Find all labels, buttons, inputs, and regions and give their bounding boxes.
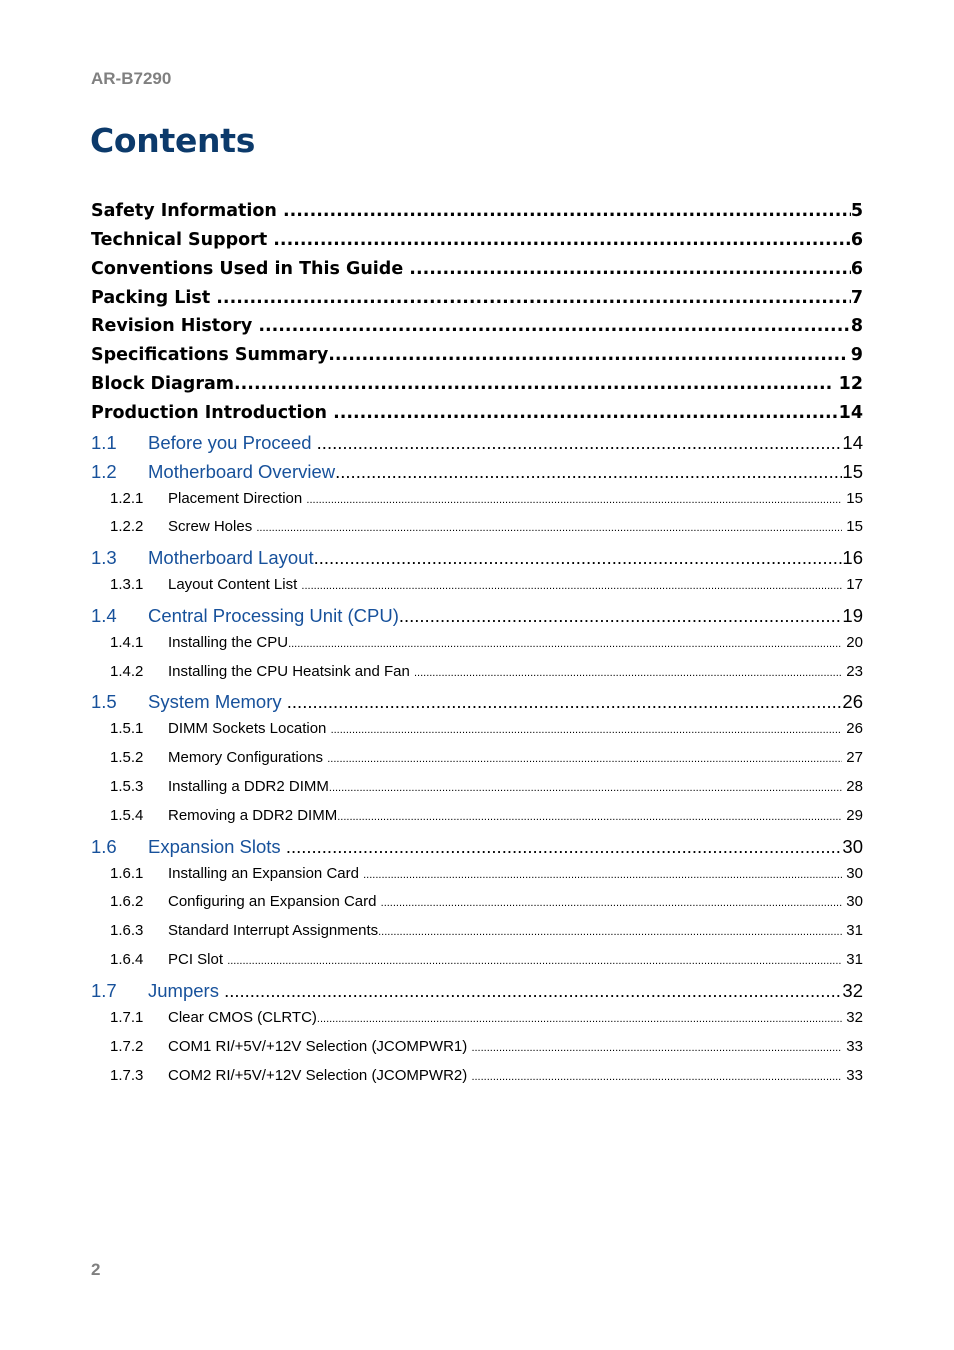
toc-entry-page: 9	[844, 345, 863, 366]
toc-leader-dots	[381, 897, 843, 909]
toc-leader-dots	[227, 955, 842, 967]
toc-entry[interactable]	[91, 230, 863, 254]
toc-entry[interactable]	[91, 316, 863, 340]
toc-entry-page: 12	[832, 374, 863, 395]
toc-leader-dots	[256, 522, 842, 534]
toc-leader-dots	[329, 782, 842, 794]
toc-entry-number: 1.6.3	[110, 922, 144, 940]
toc-leader-dots	[273, 230, 851, 250]
toc-entry[interactable]	[91, 980, 863, 1004]
toc-entry-title: Placement Direction	[168, 489, 307, 507]
toc-entry-title: Screw Holes	[168, 518, 257, 536]
toc-entry-page: 8	[850, 316, 863, 337]
toc-entry-title: Motherboard Layout	[148, 547, 314, 569]
toc-leader-dots	[333, 403, 839, 423]
toc-entry-number: 1.7.2	[110, 1037, 144, 1055]
toc-leader-dots	[327, 753, 842, 765]
toc-entry[interactable]	[110, 663, 863, 683]
toc-entry-title: Removing a DDR2 DIMM	[168, 806, 338, 824]
toc-entry-title: Before you Proceed	[148, 431, 317, 453]
toc-entry-page: 26	[842, 720, 863, 738]
toc-leader-dots	[301, 580, 842, 592]
toc-entry-title: Packing List	[91, 287, 217, 308]
toc-entry-title: System Memory	[148, 691, 287, 713]
toc-entry[interactable]	[110, 490, 863, 510]
toc-leader-dots	[224, 980, 842, 1002]
toc-leader-dots	[306, 494, 842, 506]
toc-leader-dots	[317, 432, 843, 454]
toc-entry-page: 33	[842, 1037, 863, 1055]
page-number: 2	[91, 1260, 101, 1279]
toc-entry-title: Production Introduction	[91, 402, 334, 423]
toc-entry-title: Jumpers	[148, 979, 225, 1001]
toc-leader-dots	[328, 345, 844, 365]
toc-entry-page: 16	[842, 547, 863, 569]
toc-entry-number: 1.4.2	[110, 662, 144, 680]
toc-entry-number: 1.5.2	[110, 749, 144, 767]
toc-entry-page: 23	[842, 662, 863, 680]
toc-entry-title: Layout Content List	[168, 576, 302, 594]
toc-entry-title: Configuring an Expansion Card	[168, 893, 381, 911]
toc-entry-title: Standard Interrupt Assignments	[168, 922, 379, 940]
toc-entry-number: 1.5.3	[110, 778, 144, 795]
toc-entry[interactable]	[110, 518, 863, 538]
toc-entry-page: 30	[842, 835, 863, 857]
toc-entry-page: 17	[842, 576, 863, 594]
toc-leader-dots	[317, 1013, 842, 1025]
toc-entry[interactable]	[91, 403, 863, 427]
toc-entry-title: Memory Configurations	[168, 749, 328, 767]
toc-entry-page: 15	[842, 518, 863, 536]
toc-entry-page: 31	[842, 951, 863, 969]
toc-leader-dots	[258, 316, 850, 336]
toc-leader-dots	[399, 605, 843, 627]
toc-leader-dots	[335, 461, 842, 483]
toc-entry-page: 30	[842, 893, 863, 911]
toc-entry-page: 6	[850, 229, 863, 250]
toc-entry-number: 1.5	[91, 691, 117, 713]
toc-entry-page: 5	[850, 201, 863, 221]
toc-entry[interactable]	[91, 345, 863, 369]
toc-entry[interactable]	[110, 865, 863, 885]
toc-entry[interactable]	[110, 576, 863, 596]
toc-entry[interactable]	[91, 374, 863, 398]
page-title: Contents	[90, 121, 256, 160]
toc-entry-title: Clear CMOS (CLRTC)	[168, 1008, 317, 1026]
toc-entry-number: 1.7.1	[110, 1008, 144, 1026]
toc-entry-title: Installing the CPU	[168, 633, 289, 651]
toc-entry-page: 29	[842, 806, 863, 824]
toc-entry-title: Expansion Slots	[148, 835, 286, 857]
toc-leader-dots	[314, 547, 843, 569]
toc-entry-page: 14	[842, 431, 863, 453]
toc-entry-page: 30	[842, 864, 863, 882]
toc-entry[interactable]	[110, 951, 863, 971]
toc-entry-page: 28	[842, 778, 863, 795]
toc-entry-number: 1.3	[91, 547, 117, 569]
toc-entry-title: Central Processing Unit (CPU)	[148, 604, 399, 626]
toc-entry-page: 15	[842, 460, 863, 482]
toc-entry-title: COM2 RI/+5V/+12V Selection (JCOMPWR2)	[168, 1066, 472, 1084]
toc-entry-title: Block Diagram	[91, 374, 234, 395]
toc-entry[interactable]	[91, 461, 863, 485]
toc-leader-dots	[216, 288, 851, 308]
toc-entry-title: Installing the CPU Heatsink and Fan	[168, 662, 414, 680]
toc-entry-title: Technical Support	[91, 229, 274, 250]
toc-entry-page: 14	[838, 402, 863, 423]
toc-entry-title: PCI Slot	[168, 951, 228, 969]
toc-entry-number: 1.2.2	[110, 518, 144, 536]
toc-entry-page: 20	[842, 633, 863, 651]
toc-entry-number: 1.6.4	[110, 951, 144, 969]
toc-leader-dots	[331, 724, 843, 736]
toc-entry-number: 1.7	[91, 979, 117, 1001]
toc-entry-title: Safety Information	[91, 201, 283, 221]
toc-entry-number: 1.5.4	[110, 806, 144, 824]
toc-entry-page: 27	[842, 749, 863, 767]
toc-entry[interactable]	[91, 201, 863, 225]
toc-entry-number: 1.4.1	[110, 633, 144, 651]
toc-leader-dots	[409, 259, 851, 279]
toc-entry-page: 19	[842, 604, 863, 626]
toc-leader-dots	[363, 869, 842, 881]
toc-entry-page: 33	[842, 1066, 863, 1084]
toc-entry-number: 1.6.2	[110, 893, 144, 911]
doc-code: AR-B7290	[91, 69, 172, 88]
toc-leader-dots	[286, 836, 843, 858]
toc-entry-title: Installing a DDR2 DIMM	[168, 778, 329, 795]
toc-entry-number: 1.5.1	[110, 720, 144, 738]
toc-entry[interactable]	[91, 259, 863, 283]
toc-leader-dots	[337, 811, 842, 823]
toc-entry-number: 1.3.1	[110, 576, 144, 594]
toc-entry-title: Conventions Used in This Guide	[91, 258, 410, 279]
toc-entry[interactable]	[110, 1067, 863, 1087]
toc-entry[interactable]	[110, 720, 863, 740]
toc-entry-number: 1.6	[91, 835, 117, 857]
toc-leader-dots	[283, 201, 851, 221]
toc-entry[interactable]	[110, 893, 863, 913]
toc-entry[interactable]	[91, 836, 863, 860]
toc-entry-number: 1.7.3	[110, 1066, 144, 1084]
toc-leader-dots	[471, 1071, 842, 1083]
toc-leader-dots	[378, 926, 842, 938]
toc-entry-page: 15	[842, 489, 863, 507]
toc-entry-title: Motherboard Overview	[148, 460, 336, 482]
toc-entry-number: 1.4	[91, 604, 117, 626]
toc-entry-title: Revision History	[91, 316, 259, 337]
toc-entry-number: 1.1	[91, 431, 117, 453]
toc-entry-number: 1.2.1	[110, 489, 144, 507]
toc-entry[interactable]	[110, 922, 863, 942]
toc-entry[interactable]	[91, 691, 863, 715]
toc-entry[interactable]	[110, 807, 863, 827]
toc-entry-title: COM1 RI/+5V/+12V Selection (JCOMPWR1)	[168, 1037, 472, 1055]
toc-entry-page: 32	[842, 979, 863, 1001]
toc-entry-page: 26	[842, 691, 863, 713]
toc-entry[interactable]	[110, 1009, 863, 1029]
toc-entry-number: 1.6.1	[110, 864, 144, 882]
toc-entry[interactable]	[110, 634, 863, 654]
toc-entry-page: 7	[850, 287, 863, 308]
toc-entry-page: 6	[850, 258, 863, 279]
toc-leader-dots	[288, 638, 842, 650]
toc-entry-title: Specifications Summary	[91, 345, 329, 366]
toc-entry[interactable]	[91, 605, 863, 629]
toc-entry-title: Installing an Expansion Card	[168, 864, 364, 882]
toc-entry[interactable]	[91, 432, 863, 456]
toc-leader-dots	[471, 1042, 842, 1054]
toc-entry[interactable]	[110, 1038, 863, 1058]
toc-entry-page: 31	[842, 922, 863, 940]
toc-leader-dots	[287, 691, 843, 713]
toc-entry-title: DIMM Sockets Location	[168, 720, 331, 738]
toc-entry-page: 32	[842, 1008, 863, 1026]
toc-entry[interactable]	[91, 288, 863, 312]
toc-entry[interactable]	[91, 547, 863, 571]
toc-leader-dots	[414, 667, 842, 679]
toc-entry[interactable]	[110, 778, 863, 798]
toc-entry[interactable]	[110, 749, 863, 769]
toc-leader-dots	[234, 374, 833, 394]
toc-entry-number: 1.2	[91, 460, 117, 482]
